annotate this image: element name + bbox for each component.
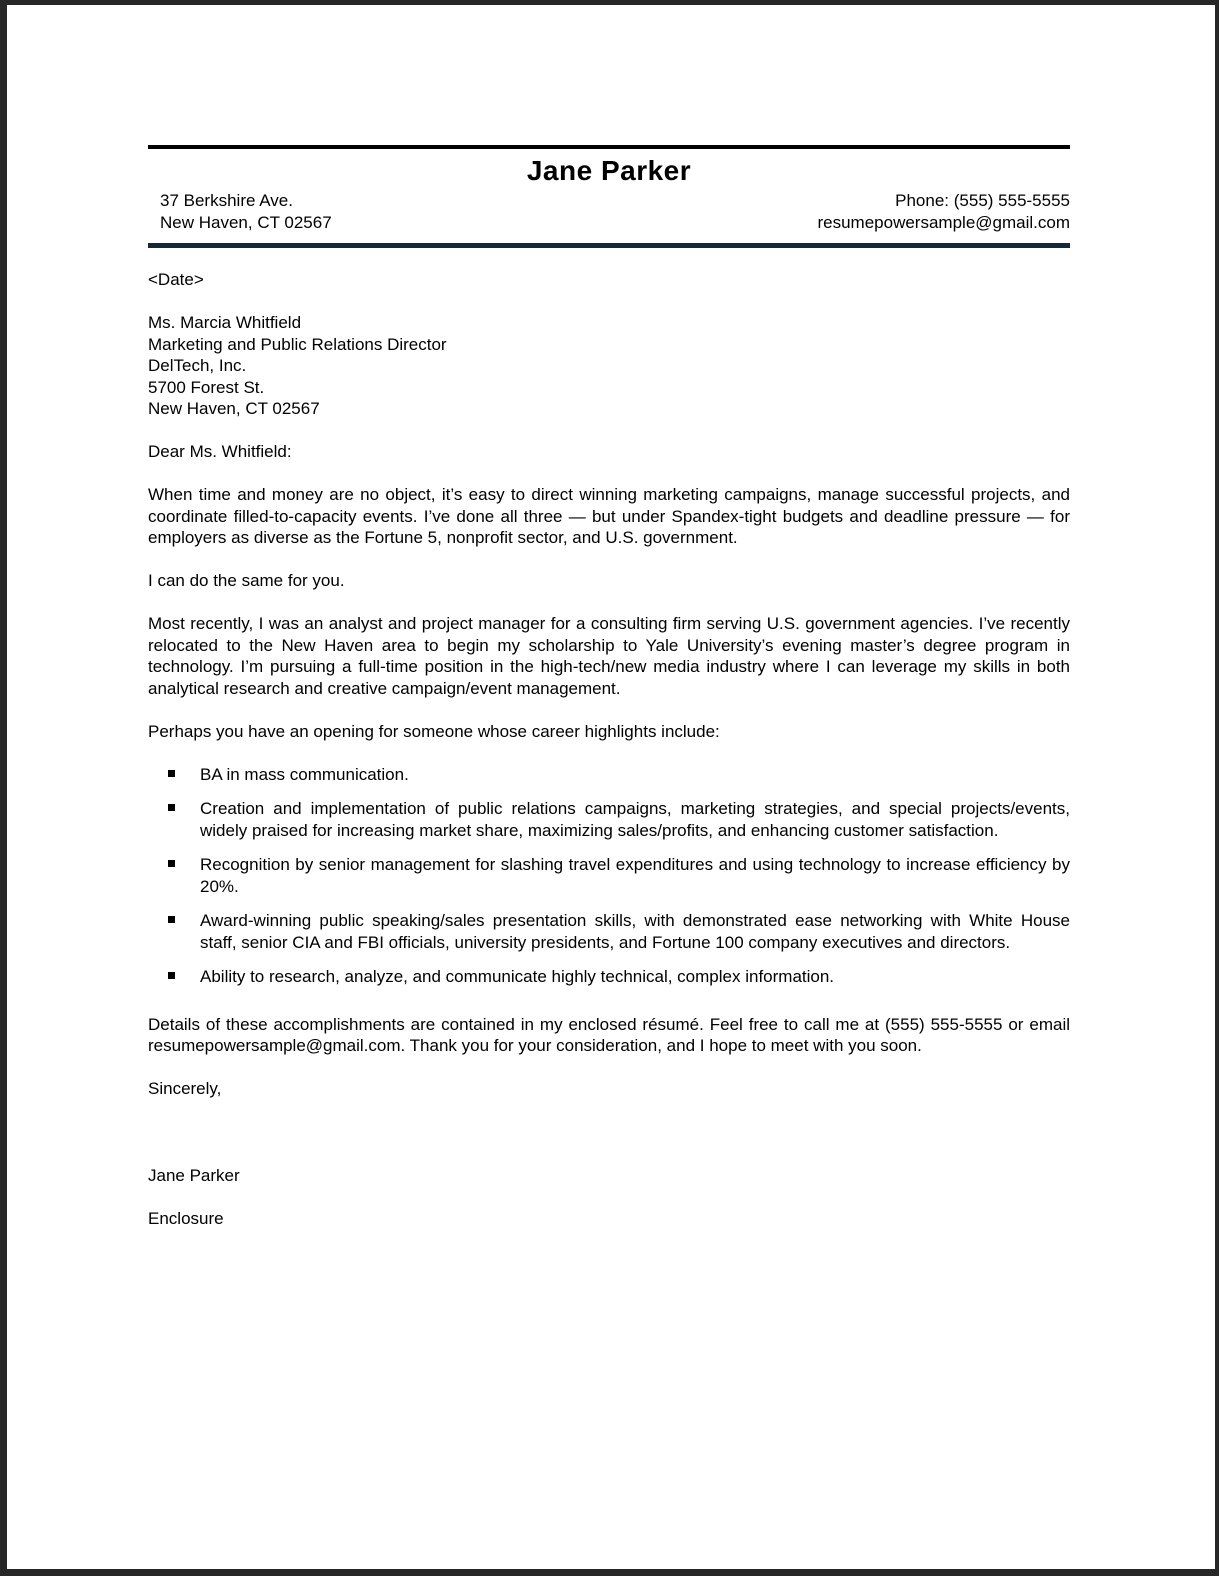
- letterhead-top-rule: [148, 145, 1070, 149]
- valediction: Sincerely,: [148, 1079, 222, 1098]
- recipient-city: New Haven, CT 02567: [148, 399, 320, 418]
- recipient-title: Marketing and Public Relations Director: [148, 334, 447, 354]
- square-bullet-icon: [168, 770, 175, 777]
- salutation: Dear Ms. Whitfield:: [148, 442, 292, 461]
- sender-address-block: [148, 190, 332, 234]
- square-bullet-icon: [168, 804, 175, 811]
- career-highlight-text: Award-winning public speaking/sales presentation skills, with demonstrated ease networking with White House staff, senior CIA and FBI officials, university presidents, and Fortune 100 company executives and directors.: [200, 911, 1070, 952]
- paragraph-background: Most recently, I was an analyst and project manager for a consulting firm serving U.S. government agencies. I’ve recently relocated to the New Haven area to begin my scholarship to Yale University’s evening master’s degree program in technology. I’m pursuing a full-time position in the high-tech/new media industry where I can leverage my skills in both analytical research and creative campaign/event management.: [148, 614, 1070, 698]
- date-placeholder: <Date>: [148, 270, 204, 289]
- recipient-company: DelTech, Inc.: [148, 356, 247, 375]
- career-highlight-item: [148, 764, 1070, 786]
- sender-contact-block: [817, 190, 1070, 234]
- letterhead-accent-rule: [148, 243, 1070, 248]
- sender-address-line1: 37 Berkshire Ave.: [160, 191, 293, 210]
- career-highlight-text: Creation and implementation of public relations campaigns, marketing strategies, and special projects/events, widely praised for increasing market share, maximizing sales/profits, and enhancing customer satisfaction.: [200, 799, 1070, 840]
- recipient-name: Ms. Marcia Whitfield: [148, 313, 302, 332]
- career-highlight-text: Ability to research, analyze, and communicate highly technical, complex information.: [200, 967, 835, 986]
- sender-email: resumepowersample@gmail.com: [817, 213, 1070, 232]
- paragraph-closing: Details of these accomplishments are contained in my enclosed résumé. Feel free to call me at (555) 555-5555 or email resumepowersample@gmail.com. Thank you for your consideration, and I hope to meet with you soon.: [148, 1014, 1070, 1055]
- square-bullet-icon: [168, 860, 175, 867]
- paragraph-intro: When time and money are no object, it’s easy to direct winning marketing campaigns, manage successful projects, and coordinate filled-to-capacity events. I’ve done all three — but under Spandex-tight budgets and deadline pressure — for employers as diverse as the Fortune 5, nonprofit sector, and U.S. government.: [148, 485, 1070, 547]
- recipient-address-block: [148, 312, 1070, 420]
- career-highlight-text: BA in mass communication.: [200, 764, 409, 784]
- square-bullet-icon: [168, 916, 175, 923]
- career-highlight-item: [148, 854, 1070, 897]
- career-highlight-item: [148, 966, 1070, 988]
- career-highlight-item: [148, 910, 1070, 953]
- sender-phone: Phone: (555) 555-5555: [895, 191, 1070, 210]
- letterhead: [148, 145, 1070, 248]
- enclosure-note: Enclosure: [148, 1208, 224, 1228]
- paragraph-hook: I can do the same for you.: [148, 571, 345, 590]
- paragraph-highlights-lead: Perhaps you have an opening for someone whose career highlights include:: [148, 721, 720, 741]
- letter-body: [148, 269, 1070, 1229]
- letterhead-name: Jane Parker: [526, 155, 692, 186]
- career-highlight-text: Recognition by senior management for slashing travel expenditures and using technology to increase efficiency by 20%.: [200, 855, 1070, 896]
- letterhead-contact-row: [148, 190, 1070, 234]
- sender-address-line2: New Haven, CT 02567: [160, 213, 332, 232]
- signature-name: Jane Parker: [148, 1165, 240, 1185]
- career-highlight-item: [148, 798, 1070, 841]
- recipient-street: 5700 Forest St.: [148, 377, 265, 397]
- square-bullet-icon: [168, 972, 175, 979]
- career-highlights-list: [148, 764, 1070, 988]
